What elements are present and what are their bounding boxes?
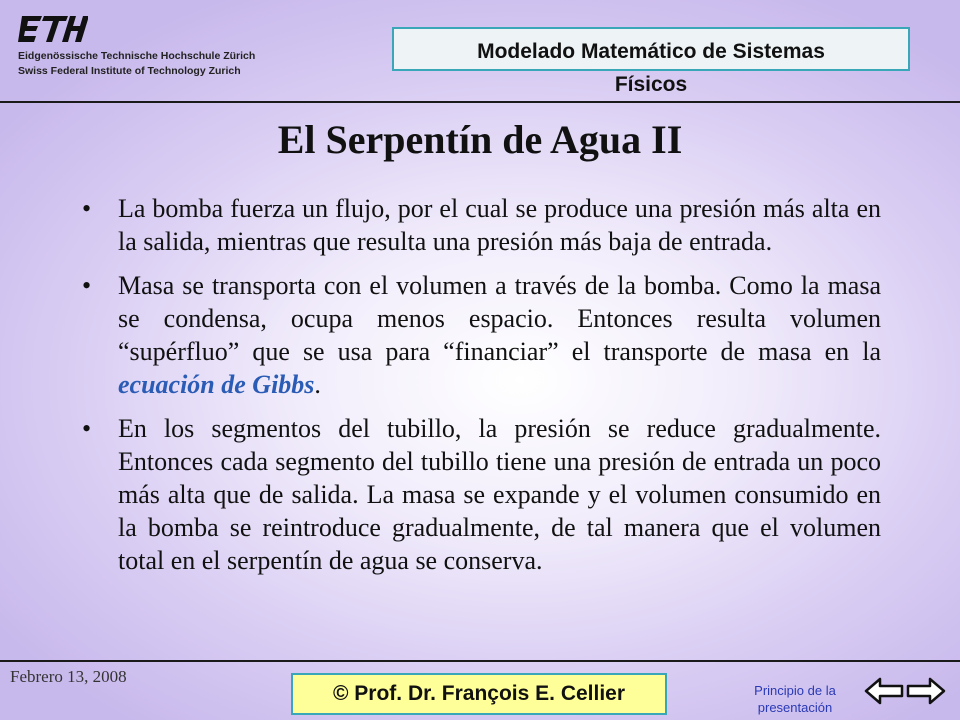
bullet-item bbox=[78, 269, 881, 401]
bullet-dot: • bbox=[82, 271, 92, 300]
slide-nav bbox=[864, 676, 948, 706]
bullet-text: La bomba fuerza un flujo, por el cual se produce una presión más alta en la salida, mientras que resulta una presión más baja de entrada. bbox=[118, 194, 881, 256]
eth-logo bbox=[18, 14, 258, 84]
header-divider bbox=[0, 101, 960, 103]
bullet-item bbox=[78, 192, 881, 258]
slide-title: El Serpentín de Agua II bbox=[277, 117, 683, 162]
bullet-dot: • bbox=[82, 414, 92, 443]
home-link-line2: presentación bbox=[757, 700, 833, 715]
header-title-line2: Físicos bbox=[614, 73, 688, 96]
footer-date: Febrero 13, 2008 bbox=[10, 667, 127, 686]
home-link-line1: Principio de la bbox=[754, 683, 836, 698]
home-link[interactable] bbox=[730, 682, 860, 716]
bullet-text: Masa se transporta con el volumen a través de la bomba. Como la masa se condensa, ocupa menos espacio. Entonces resulta volumen “supérfluo” que se usa para “financiar” el transporte de masa en la bbox=[118, 271, 881, 366]
bullet-item bbox=[78, 412, 881, 577]
header-title bbox=[392, 35, 910, 101]
arrow-right-icon[interactable] bbox=[906, 676, 946, 706]
bullet-text: En los segmentos del tubillo, la presión se reduce gradualmente. Entonces cada segmento del tubillo tiene una presión de entrada un poco más alta que de salida. La masa se expande y el volumen consumido en la bomba se reintroduce gradualmente, de tal manera que el volumen total en el serpentín de agua se conserva. bbox=[118, 414, 881, 575]
header-title-line1: Modelado Matemático de Sistemas bbox=[477, 40, 825, 63]
arrow-left-icon[interactable] bbox=[864, 676, 904, 706]
bullet-list bbox=[78, 192, 881, 588]
bullet-text-tail: . bbox=[314, 370, 321, 399]
eth-logo-mark bbox=[18, 14, 88, 44]
gibbs-equation-link[interactable]: ecuación de Gibbs bbox=[118, 370, 315, 399]
eth-logo-line1: Eidgenössische Technische Hochschule Zürich bbox=[18, 50, 256, 62]
footer-divider bbox=[0, 660, 960, 662]
bullet-dot: • bbox=[82, 194, 92, 223]
footer-author: © Prof. Dr. François E. Cellier bbox=[291, 673, 667, 715]
eth-logo-line2: Swiss Federal Institute of Technology Zurich bbox=[18, 65, 241, 77]
